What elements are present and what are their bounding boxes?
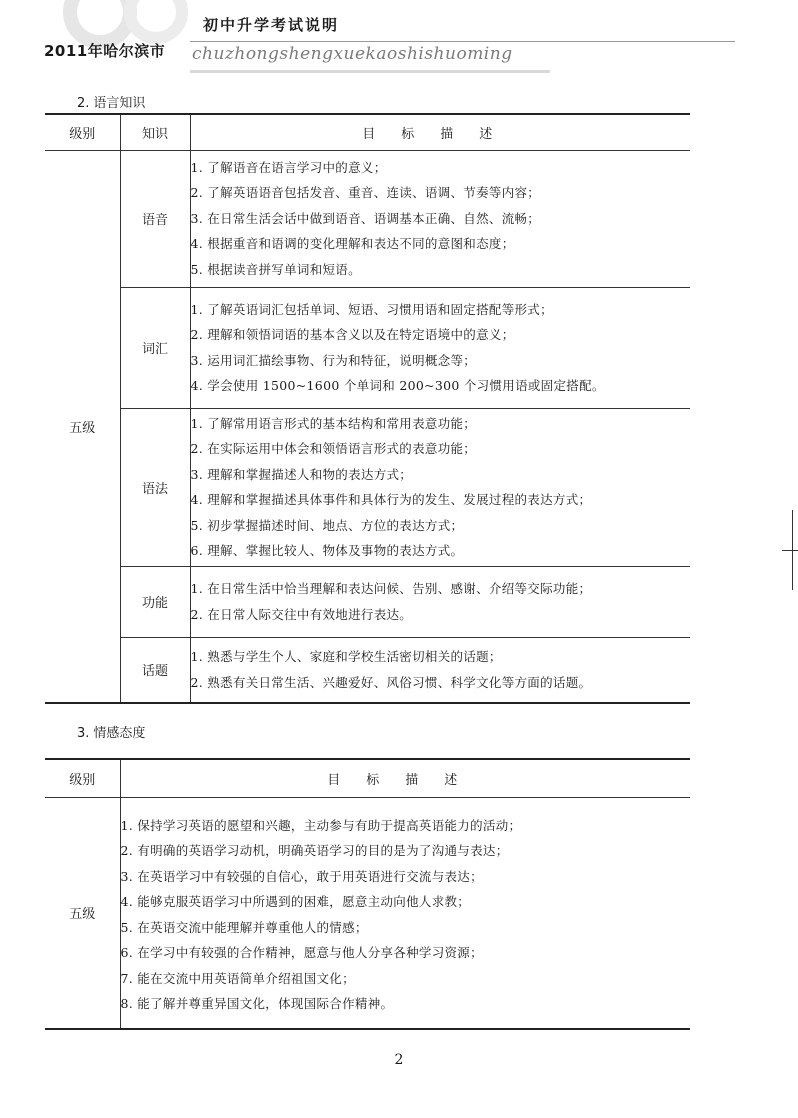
header-logo-graphic [58,0,208,75]
header-bar [190,70,550,73]
section-2-heading [77,92,145,111]
list-item: 4. 能够克服英语学习中所遇到的困难，愿意主动向他人求教； [120,894,471,910]
section-3-title: 情感态度 [93,726,146,741]
category-cell: 语音 [120,150,190,287]
col-header-level: 级别 [45,759,120,797]
table-row [45,797,690,1029]
list-item: 4. 理解和掌握描述具体事件和具体行为的发生、发展过程的表达方式； [190,492,592,507]
list-item: 5. 根据读音拼写单词和短语。 [190,261,361,277]
list-item: 1. 了解英语词汇包括单词、短语、习惯用语和固定搭配等形式； [190,301,553,317]
list-item: 3. 运用词汇描绘事物、行为和特征，说明概念等； [190,352,477,368]
list-item: 2. 了解英语语音包括发音、重音、连读、语调、节奏等内容； [190,185,541,201]
level-cell: 五级 [45,797,120,1029]
list-item: 3. 理解和掌握描述人和物的表达方式； [190,466,413,482]
list-item: 2. 有明确的英语学习动机，明确英语学习的目的是为了沟通与表达； [120,843,509,859]
table-row [45,287,690,408]
description-cell [190,150,690,287]
col-header-level: 级别 [45,114,120,150]
emotional-attitude-table [45,758,690,1030]
list-item: 2. 在日常人际交往中有效地进行表达。 [190,606,413,622]
table-row [45,637,690,703]
header-title: 初中升学考试说明 [203,16,340,34]
description-cell [120,797,690,1029]
table-header-row [45,759,690,797]
category-cell: 话题 [120,637,190,703]
list-item: 1. 了解语音在语言学习中的意义； [190,159,387,175]
page-number: 2 [394,1052,404,1068]
list-item: 2. 熟悉有关日常生活、兴趣爱好、风俗习惯、科学文化等方面的话题。 [190,674,592,690]
crop-mark-horizontal [782,550,798,551]
list-item: 3. 在英语学习中有较强的自信心，敢于用英语进行交流与表达； [120,868,483,884]
category-cell: 功能 [120,566,190,637]
list-item: 1. 在日常生活中恰当理解和表达问候、告别、感谢、介绍等交际功能； [190,581,592,596]
description-cell [190,637,690,703]
list-item: 3. 在日常生活会话中做到语音、语调基本正确、自然、流畅； [190,210,541,226]
section-3-heading [77,722,145,741]
list-item: 2. 在实际运用中体会和领悟语言形式的表意功能； [190,441,477,456]
table-row [45,408,690,566]
list-item: 7. 能在交流中用英语简单介绍祖国文化； [120,970,355,986]
list-item: 1. 熟悉与学生个人、家庭和学校生活密切相关的话题； [190,649,502,665]
list-item: 1. 保持学习英语的愿望和兴趣，主动参与有助于提高英语能力的活动； [120,817,522,833]
table-row [45,566,690,637]
list-item: 5. 初步掌握描述时间、地点、方位的表达方式； [190,517,464,533]
list-item: 4. 学会使用 1500~1600 个单词和 200~300 个习惯用语或固定搭配。 [190,378,605,393]
description-cell [190,566,690,637]
table-row [45,150,690,287]
category-cell: 语法 [120,408,190,566]
header-rule [190,41,735,42]
table-header-row [45,114,690,150]
section-3-number: 3. [77,726,90,741]
category-cell: 词汇 [120,287,190,408]
section-2-title: 语言知识 [93,96,146,111]
level-cell: 五级 [45,150,120,703]
list-item: 6. 理解、掌握比较人、物体及事物的表达方式。 [190,543,464,558]
description-cell [190,287,690,408]
language-knowledge-table [45,113,690,704]
list-item: 6. 在学习中有较强的合作精神，愿意与他人分享各种学习资源； [120,945,483,961]
header-year-city: 2011年哈尔滨市 [44,42,166,60]
list-item: 1. 了解常用语言形式的基本结构和常用表意功能； [190,415,477,431]
section-2-number: 2. [77,96,90,111]
list-item: 4. 根据重音和语调的变化理解和表达不同的意图和态度； [190,236,515,252]
col-header-description: 目标描述 [190,114,690,150]
description-cell [190,408,690,566]
col-header-knowledge: 知识 [120,114,190,150]
list-item: 5. 在英语交流中能理解并尊重他人的情感； [120,919,368,935]
list-item: 8. 能了解并尊重异国文化，体现国际合作精神。 [120,996,394,1012]
col-header-description: 目标描述 [120,759,690,797]
list-item: 2. 理解和领悟词语的基本含义以及在特定语境中的意义； [190,327,515,342]
header-pinyin: chuzhongshengxuekaoshishuoming [192,44,513,64]
